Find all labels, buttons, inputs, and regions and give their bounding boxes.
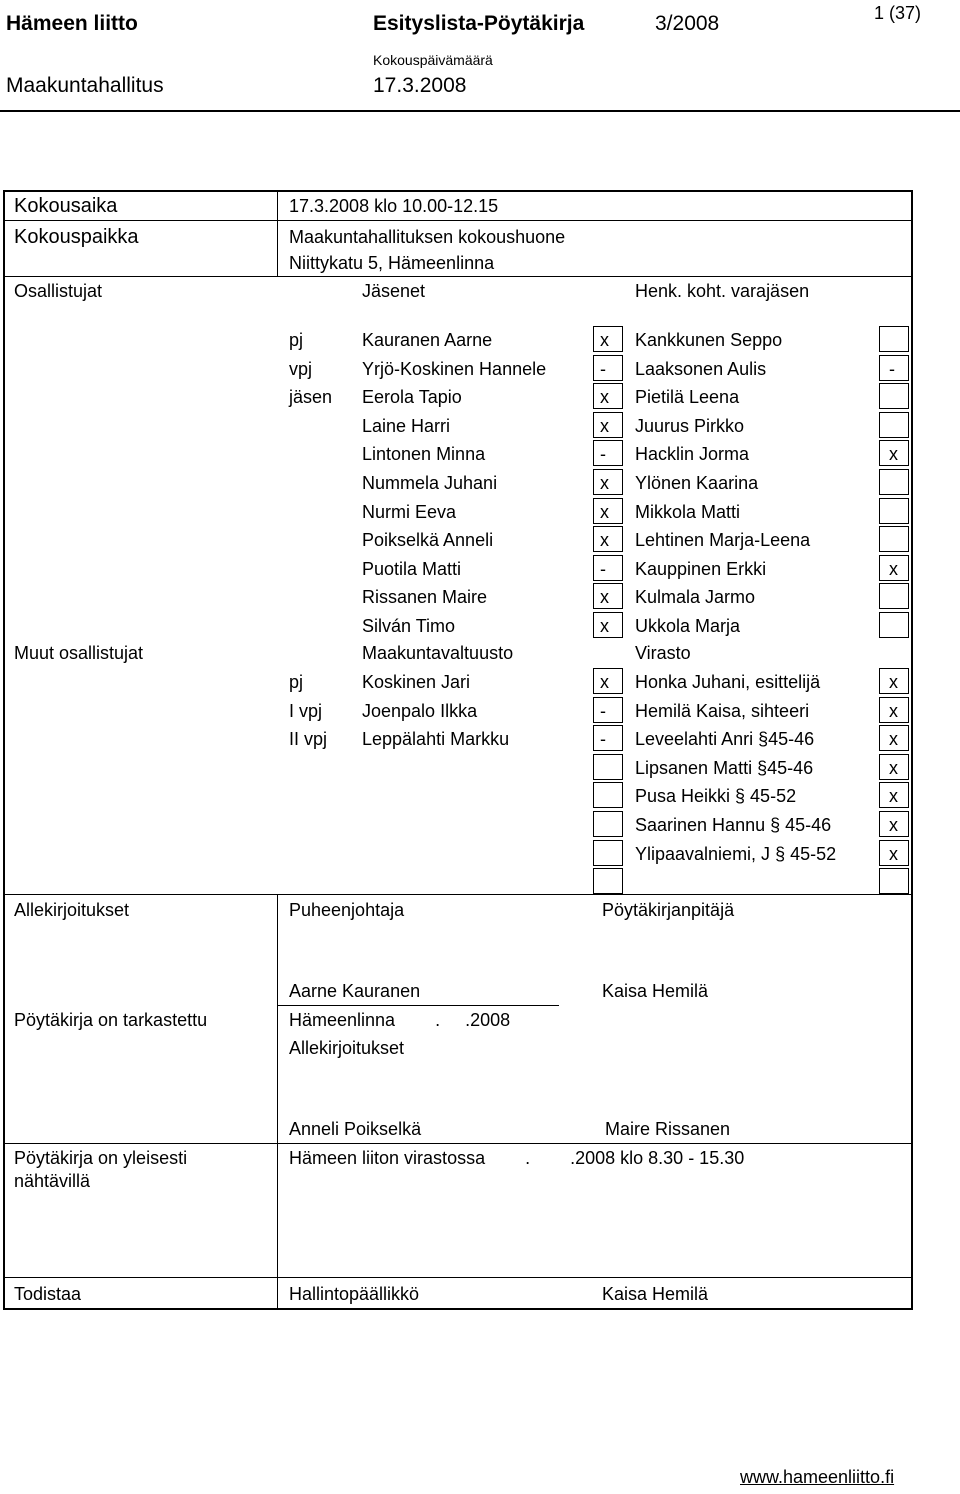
other-name: Leppälahti Markku [362,729,510,749]
deputy-attendance-mark: x [889,444,898,464]
page-number: 1 (37) [874,3,922,23]
deputy-attendance-box [879,383,909,409]
header-rule [0,110,960,112]
deputy-attendance-box [879,469,909,495]
office-attendance-mark: x [889,701,898,721]
other-name: Koskinen Jari [362,672,471,692]
office-member-name: Honka Juhani, esittelijä [635,672,821,692]
office-member-name: Hemilä Kaisa, sihteeri [635,701,810,721]
member-attendance-mark: x [600,587,609,607]
other-attendance-mark: - [600,701,606,721]
checker-name-1: Anneli Poikselkä [289,1119,422,1139]
member-name: Poikselkä Anneli [362,530,494,550]
checker-name-2: Maire Rissanen [605,1119,731,1139]
checked-signatures-label: Allekirjoitukset [289,1038,405,1058]
other-attendance-mark: x [600,672,609,692]
other-attendance-box [593,725,623,751]
member-attendance-mark: x [600,416,609,436]
member-name: Kauranen Aarne [362,330,493,350]
deputy-name: Ylönen Kaarina [635,473,759,493]
meeting-place-line2: Niittykatu 5, Hämeenlinna [289,253,495,273]
divider [277,1005,559,1006]
office-member-name: Lipsanen Matti §45-46 [635,758,814,778]
office-member-name: Saarinen Hannu § 45-46 [635,815,832,835]
secretary-title: Pöytäkirjanpitäjä [602,900,735,920]
deputy-attendance-box [879,326,909,352]
other-role: II vpj [289,729,328,749]
public-label-line2: nähtävillä [14,1171,91,1191]
office-attendance-mark: x [889,729,898,749]
member-name: Lintonen Minna [362,444,486,464]
deputy-attendance-box [879,498,909,524]
member-name: Puotila Matti [362,559,462,579]
member-attendance-mark: x [600,616,609,636]
office-attendance-mark: x [889,815,898,835]
signatures-label: Allekirjoitukset [14,900,130,920]
chair-name: Aarne Kauranen [289,981,421,1001]
divider [3,276,911,277]
office-attendance-mark: x [889,758,898,778]
deputy-name: Lehtinen Marja-Leena [635,530,811,550]
divider [277,190,278,276]
other-attendance-box [593,782,623,808]
member-attendance-mark: x [600,387,609,407]
member-name: Nurmi Eeva [362,502,457,522]
certify-title: Hallintopäällikkö [289,1284,420,1304]
member-role: pj [289,330,304,350]
other-role: I vpj [289,701,323,721]
document-number: 3/2008 [655,12,720,35]
deputy-header: Henk. koht. varajäsen [635,281,810,301]
secretary-name: Kaisa Hemilä [602,981,709,1001]
deputy-name: Kankkunen Seppo [635,330,783,350]
website-link[interactable]: www.hameenliitto.fi [740,1467,895,1487]
member-attendance-mark: x [600,473,609,493]
member-name: Eerola Tapio [362,387,462,407]
public-text: Hämeen liiton virastossa . .2008 klo 8.30 - 15.30 [289,1148,745,1168]
member-attendance-mark: - [600,559,606,579]
other-role: pj [289,672,304,692]
member-role: vpj [289,359,313,379]
meeting-place-label: Kokouspaikka [14,226,139,248]
other-attendance-mark: - [600,729,606,749]
council-header: Maakuntavaltuusto [362,643,514,663]
deputy-attendance-mark: - [889,359,895,379]
deputy-name: Kulmala Jarmo [635,587,756,607]
deputy-attendance-box [879,583,909,609]
deputy-name: Pietilä Leena [635,387,740,407]
deputy-name: Kauppinen Erkki [635,559,767,579]
member-name: Rissanen Maire [362,587,488,607]
other-name: Joenpalo Ilkka [362,701,478,721]
document-title: Esityslista-Pöytäkirja [373,12,585,35]
member-attendance-mark: x [600,330,609,350]
member-role: jäsen [289,387,333,407]
org-name: Hämeen liitto [6,12,138,35]
office-member-name: Ylipaavalniemi, J § 45-52 [635,844,837,864]
member-attendance-mark: x [600,530,609,550]
office-attendance-mark: x [889,672,898,692]
other-attendance-box [593,811,623,837]
deputy-attendance-box [879,612,909,638]
governing-body: Maakuntahallitus [6,74,164,97]
member-attendance-box [593,555,623,581]
other-attendance-box [593,868,623,894]
checked-label: Pöytäkirja on tarkastettu [14,1010,208,1030]
office-member-name: Leveelahti Anri §45-46 [635,729,815,749]
office-attendance-mark: x [889,844,898,864]
divider [3,1277,911,1278]
participants-label: Osallistujat [14,281,103,301]
office-attendance-box [879,868,909,894]
deputy-attendance-box [879,526,909,552]
other-attendance-box [593,754,623,780]
deputy-name: Ukkola Marja [635,616,741,636]
other-attendance-box [593,697,623,723]
member-name: Silván Timo [362,616,456,636]
divider [277,894,278,1308]
public-label-line1: Pöytäkirja on yleisesti [14,1148,188,1168]
date-label: Kokouspäivämäärä [373,52,493,68]
divider [3,220,911,221]
member-name: Nummela Juhani [362,473,498,493]
deputy-name: Laaksonen Aulis [635,359,767,379]
checked-place: Hämeenlinna . .2008 [289,1010,511,1030]
certify-label: Todistaa [14,1284,82,1304]
deputy-name: Mikkola Matti [635,502,741,522]
deputy-attendance-box [879,412,909,438]
chair-title: Puheenjohtaja [289,900,405,920]
deputy-attendance-mark: x [889,559,898,579]
member-attendance-mark: - [600,444,606,464]
others-label: Muut osallistujat [14,643,144,663]
divider [3,894,911,895]
member-attendance-box [593,440,623,466]
meeting-time: 17.3.2008 klo 10.00-12.15 [289,196,499,216]
other-attendance-box [593,840,623,866]
member-name: Laine Harri [362,416,451,436]
meeting-place-line1: Maakuntahallituksen kokoushuone [289,227,566,247]
member-attendance-box [593,355,623,381]
office-header: Virasto [635,643,691,663]
meeting-date: 17.3.2008 [373,74,467,97]
member-attendance-mark: - [600,359,606,379]
divider [3,1143,911,1144]
meeting-time-label: Kokousaika [14,195,118,217]
office-member-name: Pusa Heikki § 45-52 [635,786,797,806]
office-attendance-mark: x [889,786,898,806]
certify-name: Kaisa Hemilä [602,1284,709,1304]
member-name: Yrjö-Koskinen Hannele [362,359,547,379]
deputy-name: Juurus Pirkko [635,416,745,436]
member-attendance-mark: x [600,502,609,522]
deputy-name: Hacklin Jorma [635,444,750,464]
members-header: Jäsenet [362,281,426,301]
